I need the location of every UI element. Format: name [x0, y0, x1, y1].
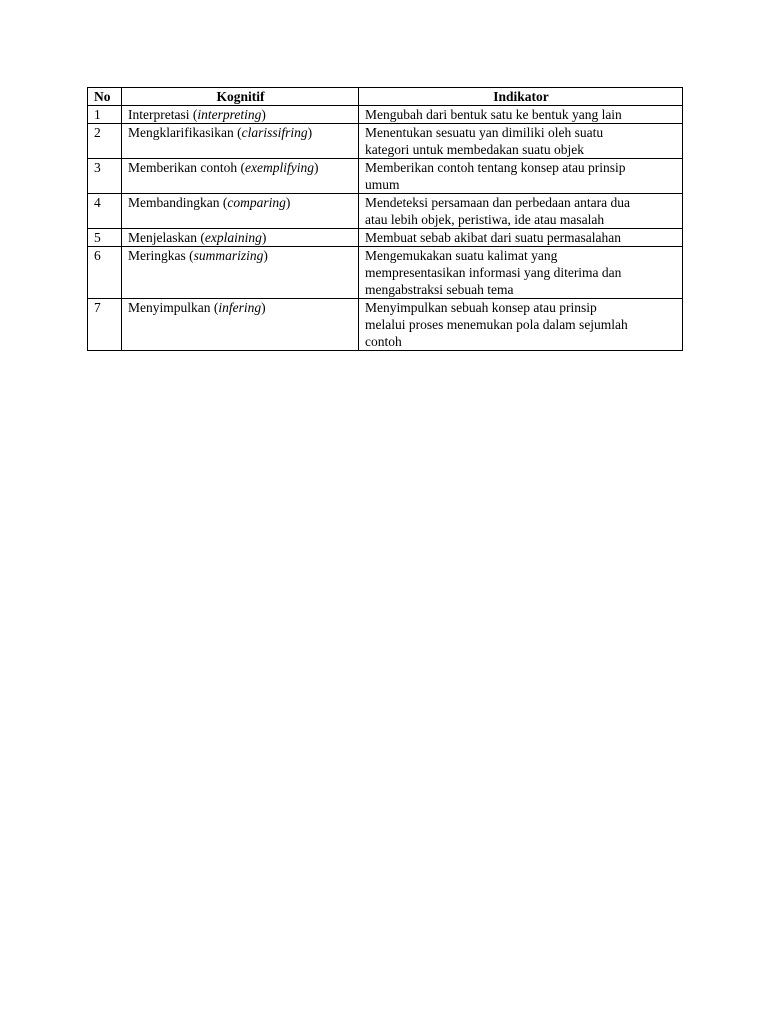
kognitif-label: Meringkas — [128, 248, 186, 263]
table-body — [88, 106, 683, 351]
kognitif-cell: Memberikan contoh (exemplifying) — [122, 159, 359, 194]
row-number: 1 — [88, 106, 122, 124]
header-indikator: Indikator — [359, 88, 683, 106]
indikator-line: contoh — [365, 334, 402, 349]
table-row — [88, 194, 683, 229]
indikator-line: Membuat sebab akibat dari suatu permasalahan — [365, 230, 622, 245]
kognitif-cell: Interpretasi (interpreting) — [122, 106, 359, 124]
indikator-line: Menyimpulkan sebuah konsep atau prinsip — [365, 300, 597, 315]
indikator-cell — [359, 247, 683, 299]
kognitif-cell: Mengklarifikasikan (clarissifring) — [122, 124, 359, 159]
kognitif-label: Interpretasi — [128, 107, 190, 122]
indikator-line: mengabstraksi sebuah tema — [365, 282, 514, 297]
header-no: No — [88, 88, 122, 106]
kognitif-label: Mengklarifikasikan — [128, 125, 234, 140]
english-term: explaining — [204, 230, 262, 245]
indikator-cell — [359, 106, 683, 124]
row-number: 3 — [88, 159, 122, 194]
indikator-line: Mengemukakan suatu kalimat yang — [365, 248, 558, 263]
kognitif-cell: Meringkas (summarizing) — [122, 247, 359, 299]
table-row — [88, 159, 683, 194]
kognitif-label: Menjelaskan — [128, 230, 197, 245]
english-term: comparing — [227, 195, 286, 210]
indikator-cell — [359, 159, 683, 194]
header-kognitif: Kognitif — [122, 88, 359, 106]
table-row — [88, 247, 683, 299]
indikator-line: atau lebih objek, peristiwa, ide atau masalah — [365, 212, 605, 227]
english-term: summarizing — [193, 248, 264, 263]
row-number: 6 — [88, 247, 122, 299]
row-number: 2 — [88, 124, 122, 159]
kognitif-cell: Membandingkan (comparing) — [122, 194, 359, 229]
table-row — [88, 299, 683, 351]
indikator-line: Mengubah dari bentuk satu ke bentuk yang lain — [365, 107, 622, 122]
english-term: interpreting — [197, 107, 262, 122]
english-term: infering — [218, 300, 262, 315]
kognitif-indikator-table — [87, 87, 683, 351]
english-term: clarissifring — [241, 125, 308, 140]
kognitif-cell: Menyimpulkan (infering) — [122, 299, 359, 351]
indikator-line: melalui proses menemukan pola dalam sejumlah — [365, 317, 628, 332]
table-header-row — [88, 88, 683, 106]
kognitif-label: Memberikan contoh — [128, 160, 238, 175]
table-row — [88, 106, 683, 124]
indikator-line: Mendeteksi persamaan dan perbedaan antara dua — [365, 195, 630, 210]
english-term: exemplifying — [244, 160, 314, 175]
indikator-line: Menentukan sesuatu yan dimiliki oleh suatu — [365, 125, 604, 140]
indikator-line: umum — [365, 177, 400, 192]
kognitif-label: Membandingkan — [128, 195, 220, 210]
indikator-cell — [359, 229, 683, 247]
indikator-cell — [359, 299, 683, 351]
indikator-cell — [359, 194, 683, 229]
row-number: 5 — [88, 229, 122, 247]
kognitif-label: Menyimpulkan — [128, 300, 211, 315]
row-number: 4 — [88, 194, 122, 229]
table-row — [88, 229, 683, 247]
indikator-line: Memberikan contoh tentang konsep atau prinsip — [365, 160, 626, 175]
kognitif-cell: Menjelaskan (explaining) — [122, 229, 359, 247]
table-row — [88, 124, 683, 159]
indikator-cell — [359, 124, 683, 159]
indikator-line: kategori untuk membedakan suatu objek — [365, 142, 584, 157]
row-number: 7 — [88, 299, 122, 351]
indikator-line: mempresentasikan informasi yang diterima dan — [365, 265, 622, 280]
